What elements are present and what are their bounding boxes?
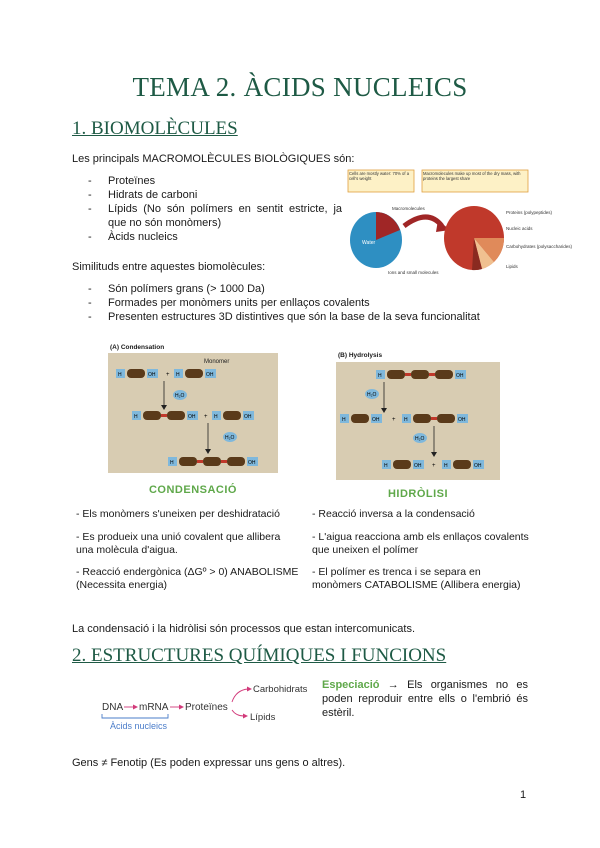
gens-text: Gens ≠ Fenotip (Es poden expressar uns gens o altres). bbox=[72, 757, 346, 769]
svg-text:H: H bbox=[170, 460, 174, 466]
hydrolysis-point: - L'aigua reacciona amb els enllaços covalents que uneixen el polímer bbox=[312, 531, 529, 556]
svg-text:OH: OH bbox=[474, 463, 482, 469]
hydrolysis-point: - Reacció inversa a la condensació bbox=[312, 508, 475, 520]
dna-label: DNA bbox=[102, 702, 124, 713]
pie-label-water: Water bbox=[362, 240, 376, 246]
info-box-left-text: Cells are mostly water: 70% of a cell's weight bbox=[349, 171, 410, 181]
svg-text:+: + bbox=[204, 414, 208, 420]
list-item: - Hidrats de carboni bbox=[88, 188, 342, 202]
info-box-right-text: Macromolecules make up most of the dry mass, with proteins the largest share bbox=[423, 171, 521, 181]
svg-text:H₂O: H₂O bbox=[367, 392, 377, 398]
bracket-shape bbox=[102, 714, 168, 718]
condensation-point: - Es produeix una unió covalent que allibera una molècula d'aigua. bbox=[76, 531, 281, 556]
especiacio-description: Els organismes no es poden reproduir entre ells o l'embrió és estèril. bbox=[322, 679, 529, 719]
svg-text:OH: OH bbox=[248, 460, 256, 466]
lipids-label: Lípids bbox=[250, 712, 276, 723]
svg-text:H₂O: H₂O bbox=[415, 436, 425, 442]
hydrolysis-diagram bbox=[336, 362, 500, 480]
condensation-caption: CONDENSACIÓ bbox=[148, 484, 237, 496]
pie-label-ions: Ions and small molecules bbox=[388, 270, 439, 275]
condensation-point: - Els monòmers s'uneixen per deshidratació bbox=[76, 508, 280, 520]
especiacio-label: Especiació bbox=[322, 679, 380, 691]
legend-proteins: Proteins (polypeptides) bbox=[506, 210, 553, 215]
similarities-intro: Similituds entre aquestes biomolècules: bbox=[72, 261, 266, 273]
list-item: - Són polímers grans (> 1000 Da) bbox=[88, 282, 528, 296]
svg-text:H: H bbox=[134, 414, 138, 420]
svg-text:OH: OH bbox=[414, 463, 422, 469]
svg-text:H₂O: H₂O bbox=[225, 435, 235, 441]
conclusion-text: La condensació i la hidròlisi són processos que estan intercomunicats. bbox=[72, 623, 416, 635]
macromolecule-pie-figure bbox=[346, 168, 573, 280]
pie-label-macro: Macromolecules bbox=[392, 206, 425, 211]
hydrolysis-caption: HIDRÒLISI bbox=[387, 488, 449, 500]
svg-text:OH: OH bbox=[148, 372, 156, 378]
list-item: - Proteïnes bbox=[88, 174, 342, 188]
intro-text: Les principals MACROMOLÈCULES BIOLÒGIQUES són: bbox=[72, 153, 355, 165]
hydrolysis-point: - El polímer es trenca i se separa en monòmers CATABOLISME (Allibera energia) bbox=[312, 566, 521, 591]
similarities-list bbox=[88, 282, 528, 324]
acids-nucleics-label: Àcids nucleics bbox=[110, 721, 168, 731]
list-item: - Lípids (No són polímers en sentit estricte, ja que no són monòmers) bbox=[88, 202, 342, 230]
svg-text:H: H bbox=[176, 372, 180, 378]
section-heading-structures: 2. ESTRUCTURES QUÍMIQUES I FUNCIONS bbox=[72, 645, 447, 666]
svg-text:H: H bbox=[444, 463, 448, 469]
mrna-label: mRNA bbox=[139, 702, 169, 713]
svg-text:H: H bbox=[214, 414, 218, 420]
especiacio-arrow: → bbox=[387, 679, 399, 691]
svg-text:+: + bbox=[166, 372, 170, 378]
legend-nucleic: Nucleic acids bbox=[506, 226, 533, 231]
svg-text:OH: OH bbox=[188, 414, 196, 420]
svg-text:H₂O: H₂O bbox=[175, 393, 185, 399]
svg-text:OH: OH bbox=[372, 417, 380, 423]
condensation-diagram bbox=[108, 353, 278, 473]
section-heading-biomolecules: 1. BIOMOLÈCULES bbox=[72, 118, 238, 139]
central-dogma-diagram bbox=[98, 680, 314, 732]
carbohidrats-label: Carbohidrats bbox=[253, 684, 308, 695]
svg-text:OH: OH bbox=[206, 372, 214, 378]
especiacio-text bbox=[322, 678, 528, 720]
list-item: - Formades per monòmers units per enllaços covalents bbox=[88, 296, 528, 310]
svg-text:H: H bbox=[378, 373, 382, 379]
svg-text:OH: OH bbox=[456, 373, 464, 379]
svg-text:H: H bbox=[384, 463, 388, 469]
page-title: TEMA 2. ÀCIDS NUCLEICS bbox=[132, 72, 468, 102]
svg-text:H: H bbox=[342, 417, 346, 423]
legend-lipids: Lipids bbox=[506, 264, 518, 269]
svg-text:+: + bbox=[432, 463, 436, 469]
page-number: 1 bbox=[520, 789, 527, 801]
condensation-panel-label: (A) Condensation bbox=[110, 344, 165, 351]
svg-text:H: H bbox=[118, 372, 122, 378]
proteines-label: Proteïnes bbox=[185, 702, 228, 713]
svg-text:OH: OH bbox=[244, 414, 252, 420]
list-item: - Àcids nucleics bbox=[88, 230, 342, 244]
svg-text:H: H bbox=[404, 417, 408, 423]
macromolecule-list bbox=[88, 174, 342, 244]
condensation-point: - Reacció endergònica (ΔGº > 0) ANABOLISME (Necessita energia) bbox=[76, 566, 299, 591]
legend-carbs: Carbohydrates (polysaccharides) bbox=[506, 244, 573, 249]
svg-text:+: + bbox=[392, 417, 396, 423]
arrow-shape bbox=[404, 217, 442, 226]
monomer-label: Monomer bbox=[204, 359, 230, 365]
svg-text:OH: OH bbox=[458, 417, 466, 423]
list-item: - Presenten estructures 3D distintives que són la base de la seva funcionalitat bbox=[88, 310, 528, 324]
hydrolysis-panel-label: (B) Hydrolysis bbox=[338, 352, 383, 359]
